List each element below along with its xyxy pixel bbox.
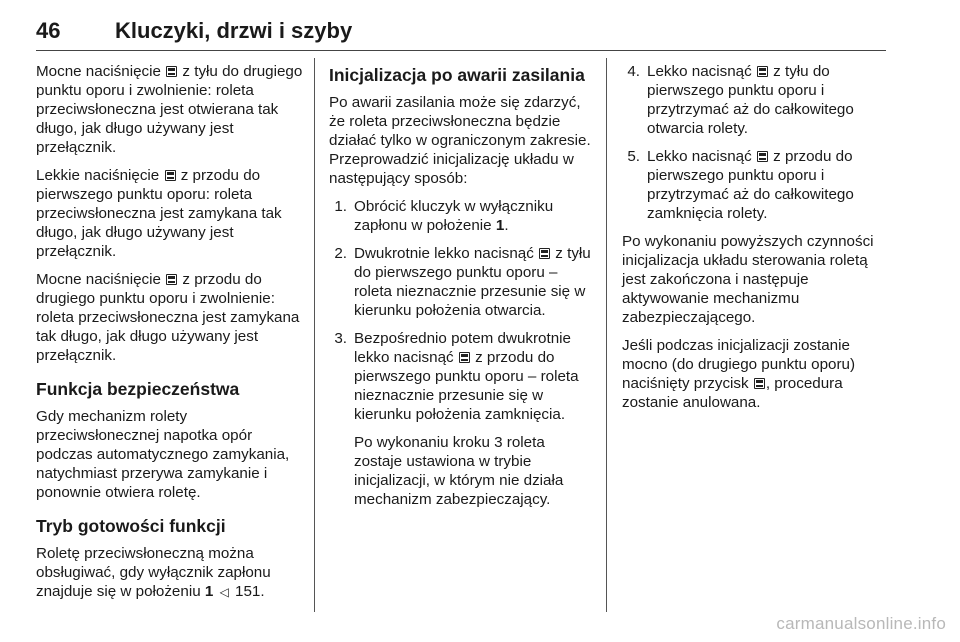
column-2 [329,62,597,518]
text: Lekko nacisnąć [647,63,752,80]
paragraph-init-cancel [622,336,892,412]
page-header [36,14,886,51]
text: . [504,217,509,234]
page-number: 46 [36,18,61,43]
step-number: 3. [334,330,347,347]
page-reference-arrow-icon: ◁ [219,585,229,599]
paragraph-safety: Gdy mechanizm rolety przeciwsłonecznej napotka opór podczas automatycznego zamykania, natychmiast przerywa zamykanie i ponownie otwiera roletę. [36,408,290,501]
text: Mocne naciśnięcie [36,63,161,80]
text: z tyłu do drugiego punktu oporu i zwolnienie: roleta przeciwsłoneczna jest otwierana tak długo, jak długo używany jest przełącznik. [36,63,303,156]
chapter-title: Kluczyki, drzwi i szyby [115,18,353,43]
step-text [354,329,597,424]
sunblind-button-icon [165,170,176,181]
ignition-position: 1 [495,217,505,234]
paragraph-light-press-front [36,166,308,261]
text: z przodu do drugiego punktu oporu i zwolnienie: roleta przeciwsłoneczna jest zamykana tak długo, jak długo używany jest przełącznik. [36,271,300,364]
text: z przodu do pierwszego punktu oporu – roleta nieznacznie przesunie się w kierunku położenia zamknięcia. [354,349,579,423]
page-reference[interactable]: 151. [235,583,265,600]
sunblind-button-icon [539,248,550,259]
step-number: 1. [334,198,347,215]
paragraph-strong-press-back [36,62,308,157]
init-steps-list [329,197,597,509]
heading-initialization: Inicjalizacja po awarii zasilania [329,65,585,85]
step-number: 2. [334,245,347,262]
list-item [329,329,597,509]
text: z przodu do pierwszego punktu oporu: roleta przeciwsłoneczna jest zamykana tak długo, jak długo używany jest przełącznik. [36,167,282,260]
text: Mocne naciśnięcie [36,271,161,288]
init-steps-list-continued [622,62,892,223]
column-divider-2 [606,58,607,612]
text: z tyłu do pierwszego punktu oporu i przytrzymać aż do całkowitego otwarcia rolety. [647,63,854,137]
ignition-position: 1 [204,583,214,600]
text: Jeśli podczas inicjalizacji zostanie mocno (do drugiego punktu oporu) naciśnięty przycisk [622,337,856,392]
text: , procedura zostanie anulowana. [622,375,843,411]
list-item [329,197,597,235]
paragraph-standby [36,544,308,602]
list-item [329,244,597,320]
paragraph-strong-press-front [36,270,308,365]
column-divider-1 [314,58,315,612]
paragraph-init-intro: Po awarii zasilania może się zdarzyć, że roleta przeciwsłoneczna będzie działać tylko w ograniczonym zakresie. Przeprowadzić inicjalizację układu w następujący sposób: [329,94,591,187]
sunblind-button-icon [754,378,765,389]
text: Lekko nacisnąć [647,148,752,165]
list-item [622,62,892,138]
sunblind-button-icon [166,274,177,285]
step-note: Po wykonaniu kroku 3 roleta zostaje ustawiona w trybie inicjalizacji, w którym nie działa mechanizm zabezpieczający. [354,434,564,508]
text: Bezpośrednio potem dwukrotnie lekko nacisnąć [354,330,571,366]
sunblind-button-icon [166,66,177,77]
text: Lekkie naciśnięcie [36,167,160,184]
list-item [622,147,892,223]
heading-safety-function: Funkcja bezpieczeństwa [36,379,240,399]
sunblind-button-icon [757,151,768,162]
sunblind-button-icon [757,66,768,77]
heading-standby-mode: Tryb gotowości funkcji [36,516,226,536]
column-3 [622,62,892,421]
text: Dwukrotnie lekko nacisnąć [354,245,534,262]
column-1 [36,62,308,611]
sunblind-button-icon [459,352,470,363]
paragraph-init-complete: Po wykonaniu powyższych czynności inicjalizacja układu sterowania roletą jest zakończona i następuje aktywowanie mechanizmu zabezpieczającego. [622,233,874,326]
text: Roletę przeciwsłoneczną można obsługiwać, gdy wyłącznik zapłonu znajduje się w położeniu [36,545,271,600]
text: Obrócić kluczyk w wyłączniku zapłonu w położenie [354,198,554,234]
text: z tyłu do pierwszego punktu oporu – roleta nieznacznie przesunie się w kierunku położenia otwarcia. [354,245,591,319]
step-number: 4. [627,63,640,80]
step-number: 5. [627,148,640,165]
watermark: carmanualsonline.info [776,614,946,633]
text: z przodu do pierwszego punktu oporu i przytrzymać aż do całkowitego zamknięcia rolety. [647,148,854,222]
